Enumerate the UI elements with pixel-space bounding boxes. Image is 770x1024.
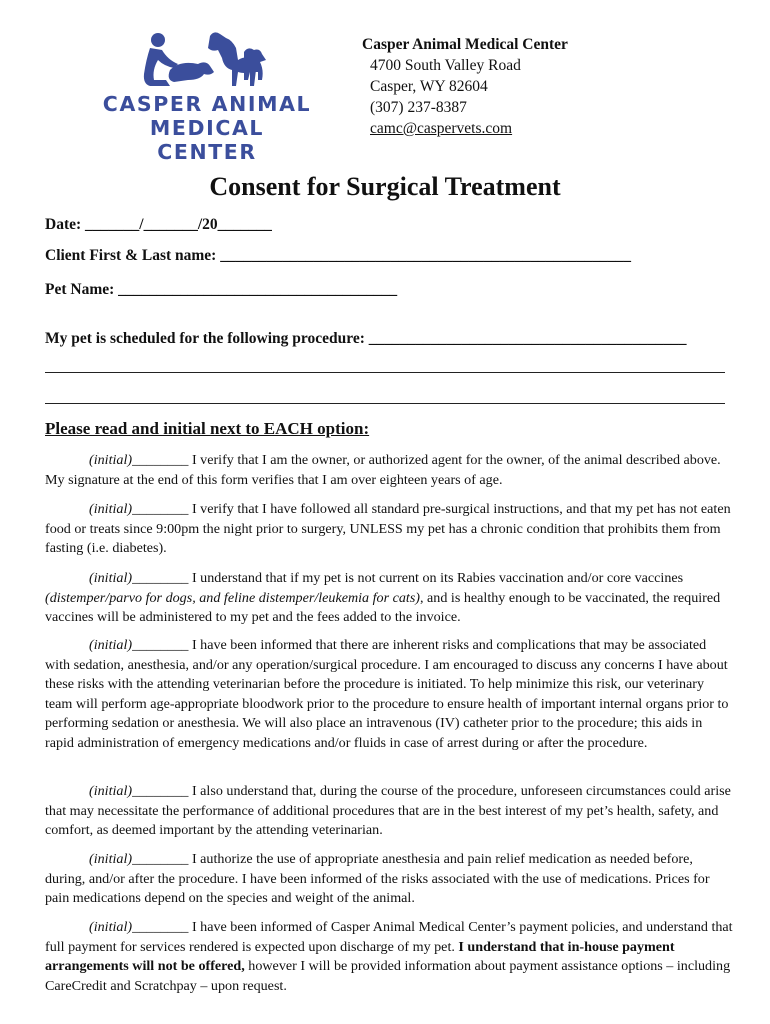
- initial-label: (initial): [89, 501, 133, 517]
- consent-text-italic: (distemper/parvo for dogs, and feline distemper/leukemia for cats): [45, 589, 420, 606]
- procedure-line-2[interactable]: [45, 372, 725, 373]
- logo-text-line1: CASPER ANIMAL: [102, 92, 312, 116]
- clinic-address-line2: Casper, WY 82604: [370, 78, 488, 95]
- clinic-address-line1: 4700 South Valley Road: [370, 57, 521, 74]
- animals-logo-icon: [140, 30, 270, 92]
- clinic-email-link[interactable]: camc@caspervets.com: [370, 120, 513, 137]
- instructions-heading: Please read and initial next to EACH option:: [45, 419, 370, 438]
- initial-blank[interactable]: ________: [132, 452, 189, 468]
- initial-label: (initial): [89, 637, 133, 653]
- clinic-phone: (307) 237-8387: [370, 99, 467, 116]
- consent-text: I have been informed that there are inherent risks and complications that may be associated with sedation, anesthesia, and/or any operation/surgical procedure. I am encouraged to discuss any concerns I have about these risks with the attending veterinarian before the procedure is initiated. To help minimize this risk, our veterinary team will perform age-appropriate bloodwork prior to the procedure to ensure health of important internal organs prior to performing sedation or anesthesia. We will also place an intravenous (IV) catheter prior to the procedure; this aids in rapid administration of emergency medications and/or fluids in case of arrest during or after the procedure.: [45, 637, 729, 751]
- procedure-line-3[interactable]: [45, 403, 725, 404]
- initial-blank[interactable]: ________: [132, 570, 189, 586]
- initial-blank[interactable]: ________: [132, 783, 189, 799]
- consent-vaccines: [45, 569, 733, 628]
- logo-text-line2: MEDICAL CENTER: [149, 116, 265, 164]
- consent-additional-procedures: [45, 782, 733, 841]
- consent-risks: [45, 636, 733, 754]
- clinic-name: Casper Animal Medical Center: [362, 36, 568, 53]
- initial-label: (initial): [89, 851, 133, 867]
- consent-text: I verify that I have followed all standard pre-surgical instructions, and that my pet has not eaten food or treats since 9:00pm the night prior to surgery, UNLESS my pet has a chronic condition that prohibits them from fasting (i.e. diabetes).: [45, 501, 731, 557]
- procedure-field[interactable]: My pet is scheduled for the following procedure: _________________________________________: [45, 330, 687, 347]
- form-title: Consent for Surgical Treatment: [209, 172, 561, 201]
- initial-label: (initial): [89, 919, 133, 935]
- initial-blank[interactable]: ________: [132, 851, 189, 867]
- consent-text: I also understand that, during the course of the procedure, unforeseen circumstances could arise that may necessitate the performance of additional procedures that are in the best interest of my pet’s health, safety, and comfort, as deemed important by the attending veterinarian.: [45, 783, 731, 839]
- client-name-field[interactable]: Client First & Last name: _____________________________________________________: [45, 247, 631, 264]
- consent-text: I verify that I am the owner, or authorized agent for the owner, of the animal described above. My signature at the end of this form verifies that I am over eighteen years of age.: [45, 452, 721, 488]
- initial-label: (initial): [89, 783, 133, 799]
- consent-text-bold: I understand that in-house payment arrangements will not be offered,: [45, 938, 675, 975]
- consent-text: I understand that if my pet is not current on its Rabies vaccination and/or core vaccines: [188, 570, 684, 586]
- pet-name-field[interactable]: Pet Name: ____________________________________: [45, 281, 398, 298]
- initial-blank[interactable]: ________: [132, 501, 189, 517]
- consent-text: however I will be provided information about payment assistance options – including CareCredit and Scratchpay – upon request.: [45, 958, 731, 994]
- consent-medication: [45, 850, 733, 909]
- initial-label: (initial): [89, 452, 133, 468]
- date-field[interactable]: Date: _______/_______/20_______: [45, 216, 272, 233]
- consent-owner: [45, 451, 733, 490]
- clinic-contact-block: [362, 34, 568, 139]
- consent-text: , and is healthy enough to be vaccinated, the required vaccines will be administered to my pet and the fees added to the invoice.: [45, 589, 721, 626]
- initial-blank[interactable]: ________: [132, 919, 189, 935]
- initial-blank[interactable]: ________: [132, 637, 189, 653]
- consent-payment: [45, 918, 733, 996]
- clinic-logo: [96, 30, 318, 164]
- consent-text: I have been informed of Casper Animal Medical Center’s payment policies, and understand that full payment for services rendered is expected upon discharge of my pet.: [45, 919, 733, 955]
- consent-fasting: [45, 500, 733, 559]
- consent-text: I authorize the use of appropriate anesthesia and pain relief medication as needed before, during, and/or after the procedure. I have been informed of the risks associated with the use of medications. Prices for pain medications depend on the species and weight of the animal.: [45, 851, 710, 907]
- initial-label: (initial): [89, 570, 133, 586]
